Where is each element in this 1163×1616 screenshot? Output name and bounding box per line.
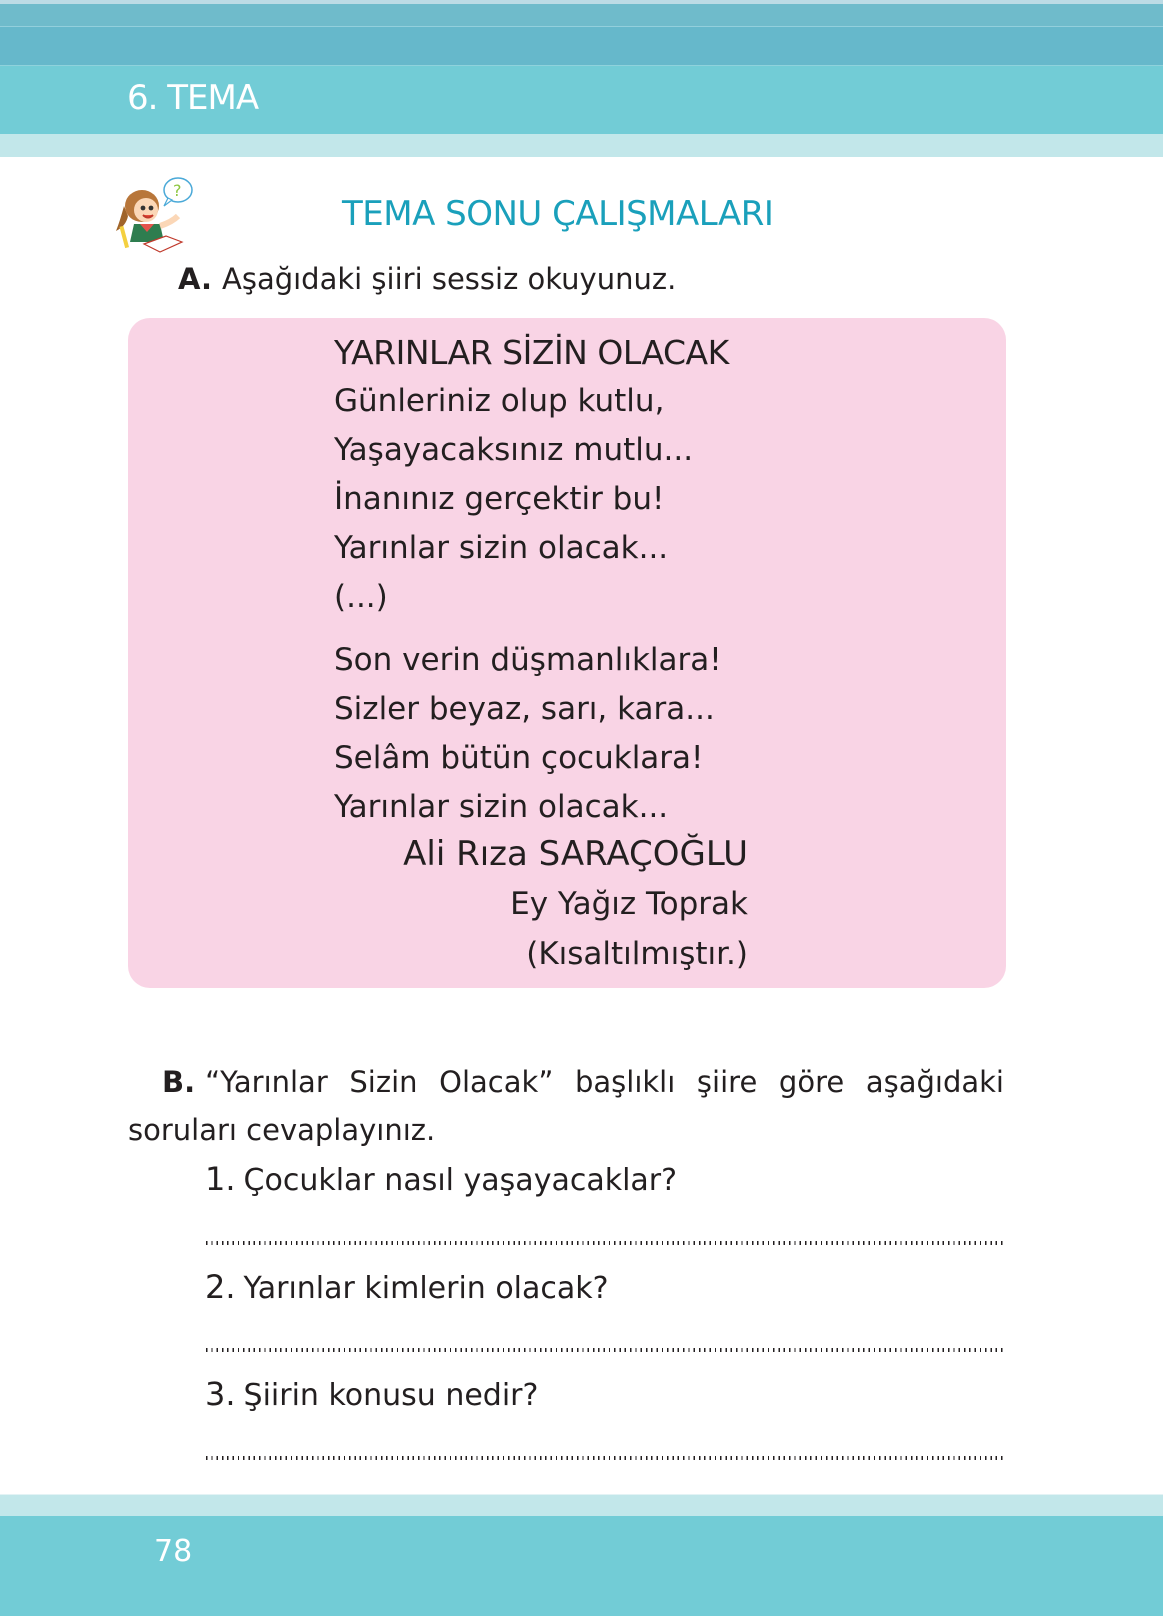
part-b-instruction bbox=[128, 1058, 1004, 1154]
poem-title: YARINLAR SİZİN OLACAK bbox=[334, 333, 729, 372]
question-3 bbox=[205, 1375, 538, 1413]
poem-line: Sizler beyaz, sarı, kara... bbox=[334, 691, 715, 727]
part-a-text: Aşağıdaki şiiri sessiz okuyunuz. bbox=[222, 262, 677, 296]
svg-text:?: ? bbox=[173, 181, 182, 200]
poem-source-book: Ey Yağız Toprak bbox=[510, 886, 748, 922]
question-number: 1. bbox=[205, 1160, 236, 1198]
question-2 bbox=[205, 1268, 609, 1306]
header-band-mid bbox=[0, 27, 1163, 66]
question-text: Çocuklar nasıl yaşayacaklar? bbox=[243, 1163, 678, 1198]
poem bbox=[334, 328, 729, 832]
part-b-letter: B. bbox=[162, 1065, 196, 1099]
part-a-instruction bbox=[178, 262, 676, 296]
question-number: 3. bbox=[205, 1375, 236, 1413]
poem-author: Ali Rıza SARAÇOĞLU bbox=[403, 834, 748, 874]
page-number: 78 bbox=[154, 1534, 193, 1569]
poem-line: Son verin düşmanlıklara! bbox=[334, 642, 722, 678]
poem-line: İnanınız gerçektir bu! bbox=[334, 481, 665, 517]
question-1 bbox=[205, 1160, 677, 1198]
answer-line-3[interactable] bbox=[206, 1456, 1004, 1460]
question-text: Şiirin konusu nedir? bbox=[243, 1378, 539, 1413]
answer-line-2[interactable] bbox=[206, 1348, 1004, 1352]
header-band-top bbox=[0, 4, 1163, 27]
poem-ellipsis: (...) bbox=[334, 579, 388, 615]
section-title: TEMA SONU ÇALIŞMALARI bbox=[342, 194, 774, 234]
poem-line: Yaşayacaksınız mutlu... bbox=[334, 432, 694, 468]
header-band-light bbox=[0, 134, 1163, 157]
girl-reading-question-mascot-icon bbox=[110, 176, 200, 256]
part-a-letter: A. bbox=[178, 262, 212, 296]
question-text: Yarınlar kimlerin olacak? bbox=[243, 1271, 609, 1306]
stanza-gap bbox=[334, 622, 729, 636]
theme-label: 6. TEMA bbox=[127, 78, 259, 118]
question-number: 2. bbox=[205, 1268, 236, 1306]
poem-line: Günleriniz olup kutlu, bbox=[334, 383, 665, 419]
poem-line: Yarınlar sizin olacak... bbox=[334, 789, 669, 825]
footer-band-light bbox=[0, 1494, 1163, 1516]
part-b-text: “Yarınlar Sizin Olacak” başlıklı şiire göre aşağıdaki soruları cevaplayınız. bbox=[128, 1065, 1004, 1147]
poem-abridged-note: (Kısaltılmıştır.) bbox=[526, 936, 748, 972]
answer-line-1[interactable] bbox=[206, 1241, 1004, 1245]
poem-line: Selâm bütün çocuklara! bbox=[334, 740, 704, 776]
poem-line: Yarınlar sizin olacak... bbox=[334, 530, 669, 566]
